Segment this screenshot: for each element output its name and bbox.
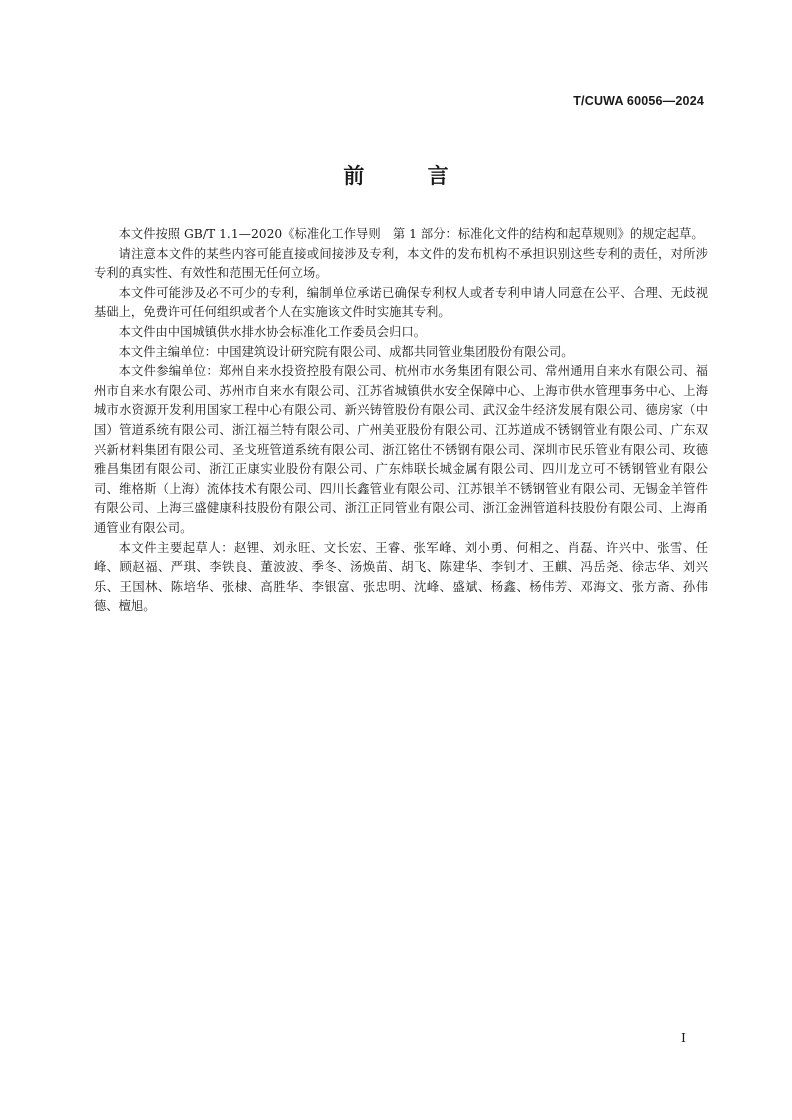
paragraph-patent-license: 本文件可能涉及必不可少的专利，编制单位承诺已确保专利权人或者专利申请人同意在公平、合理、无歧视基础上，免费许可任何组织或者个人在实施该文件时实施其专利。 — [94, 285, 708, 320]
paragraph-participating-units: 本文件参编单位：郑州自来水投资控股有限公司、杭州市水务集团有限公司、常州通用自来水有限公司、福州市自来水有限公司、苏州市自来水有限公司、江苏省城镇供水安全保障中心、上海市供水管理事务中心、上海城市水资源开发利用国家工程中心有限公司、新兴铸管股份有限公司、武汉金牛经济发展有限公司、德房家（中国）管道系统有限公司、浙江福兰特有限公司、广州美亚股份有限公司、江苏道成不锈钢管业有限公司、广东双兴新材料集团有限公司、圣戈班管道系统有限公司、浙江铭仕不锈钢有限公司、深圳市民乐管业有限公司、玫德雅昌集团有限公司、浙江正康实业股份有限公司、广东炜联长城金属有限公司、四川龙立可不锈钢管业有限公司、维格斯（上海）流体技术有限公司、四川长鑫管业有限公司、江苏银羊不锈钢管业有限公司、无锡金羊管件有限公司、上海三盛健康科技股份有限公司、浙江正同管业有限公司、浙江金洲管道科技股份有限公司、上海甬通管业有限公司。 — [94, 364, 708, 535]
paragraph-main-drafters: 本文件主要起草人：赵锂、刘永旺、文长宏、王睿、张军峰、刘小勇、何相之、肖磊、许兴中、张雪、任峰、顾赵福、严琪、李铁良、董波波、季冬、汤焕苗、胡飞、陈建华、李钊才、王麒、冯岳尧、徐志华、刘兴乐、王国林、陈培华、张棣、高胜华、李银富、张忠明、沈峰、盛斌、杨鑫、杨伟芳、邓海文、张方斋、孙伟德、檀旭。 — [94, 540, 708, 614]
paragraph-drafting-rules: 本文件按照 GB/T 1.1—2020《标准化工作导则 第 1 部分：标准化文件的结构和起草规则》的规定起草。 — [118, 227, 704, 241]
foreword-body — [94, 225, 708, 617]
page-number: I — [681, 1030, 686, 1045]
paragraph-centralized-by: 本文件由中国城镇供水排水协会标准化工作委员会归口。 — [118, 324, 427, 339]
page-title: 前 言 — [343, 164, 477, 188]
standard-code: T/CUWA 60056—2024 — [573, 94, 704, 108]
paragraph-chief-editors: 本文件主编单位：中国建筑设计研究院有限公司、成都共同管业集团股份有限公司。 — [118, 344, 574, 359]
paragraph-patent-notice: 请注意本文件的某些内容可能直接或间接涉及专利，本文件的发布机构不承担识别这些专利的责任，对所涉专利的真实性、有效性和范围无任何立场。 — [94, 246, 708, 281]
